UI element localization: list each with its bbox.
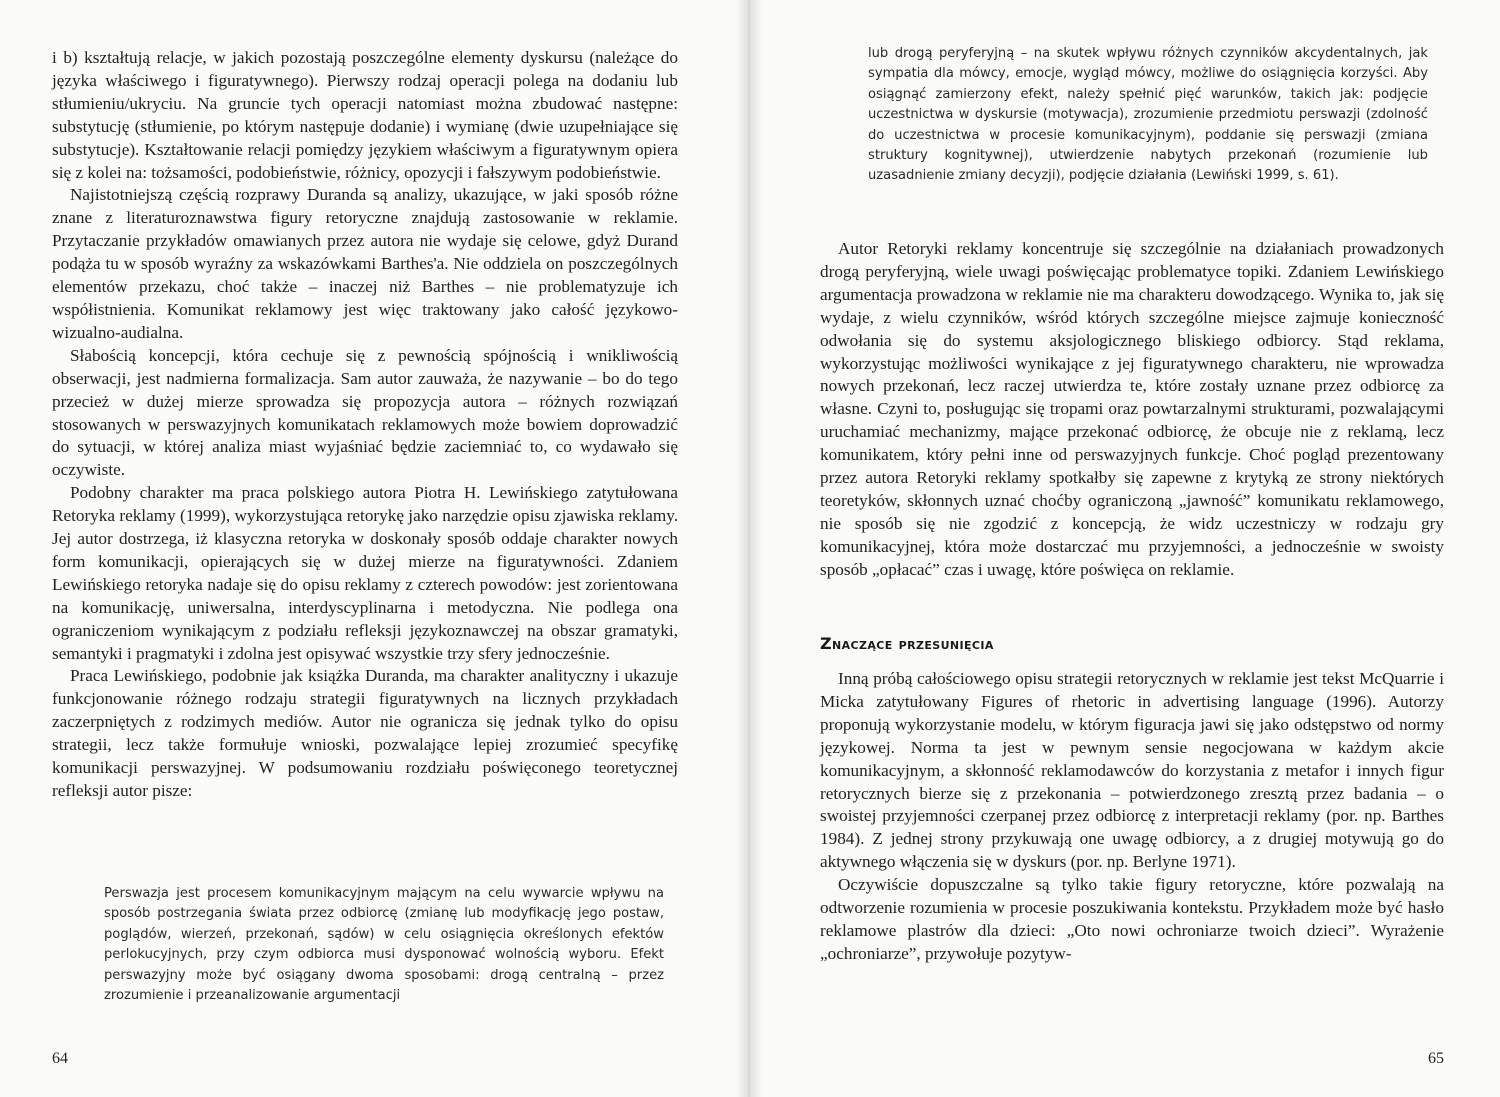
paragraph: i b) kształtują relacje, w jakich pozostają poszczególne elementy dyskursu (należące do języka właściwego i figuratywnego). Pierwszy rodzaj operacji polega na dodaniu lub stłumieniu/ukryciu. Na gruncie tych operacji natomiast można zbudować następne: substytucję (stłumienie, po którym następuje dodanie) i wymianę (dwie uzupełniające się substytucje). Kształtowanie relacji pomiędzy językiem właściwym a figuratywnym opiera się z kolei na: tożsamości, podobieństwie, różnicy, opozycji i fałszywym podobieństwie. (52, 48, 678, 182)
block-quote: Perswazja jest procesem komunikacyjnym mającym na celu wywarcie wpływu na sposób postrzegania świata przez odbiorcę (zmianę lub modyfikację jego postaw, poglądów, wierzeń, przekonań, sądów) w celu osiągnięcia określonych efektów perlokucyjnych, przy czym odbiorca musi dysponować wolnością wyboru. Efekt perswazyjny może być osiągany dwoma sposobami: drogą centralną – przez zrozumienie i przeanalizowanie argumentacji (104, 886, 664, 1004)
page-number: 65 (1428, 1050, 1444, 1067)
paragraph: Inną próbą całościowego opisu strategii retorycznych w reklamie jest tekst McQuarrie i Micka zatytułowany Figures of rhetoric in advertising language (1996). Autorzy proponują wykorzystanie modelu, w którym figuracja jawi się jako odstępstwo od normy językowej. Norma ta jest w pewnym sensie negocjowana w każdym akcie komunikacyjnym, a skłonność reklamodawców do korzystania z metafor i innych figur retorycznych bierze się z przekonania – potwierdzonego zresztą przez badania – o swoistej przyjemności czerpanej przez odbiorcę z interpretacji reklamy (por. np. Barthes 1984). Z jednej strony przykuwają one uwagę odbiorcy, a z drugiej motywują go do aktywnego włączenia się w dyskurs (por. np. Berlyne 1971). (820, 669, 1444, 872)
page-number: 64 (52, 1050, 68, 1067)
paragraph: Autor Retoryki reklamy koncentruje się szczególnie na działaniach prowadzonych drogą peryferyjną, wiele uwagi poświęcając problematyce topiki. Zdaniem Lewińskiego argumentacja prowadzona w reklamie nie ma charakteru dowodzącego. Wynika to, jak się wydaje, z wielu czynników, wśród których szczególne miejsce zajmuje konieczność odwołania się do systemu aksjologicznego bliskiego odbiorcy. Stąd reklama, wykorzystując możliwości wynikające z jej figuratywnego charakteru, nie wprowadza nowych przekonań, lecz raczej utwierdza te, które zostały uznane przez odbiorcę za własne. Czyni to, posługując się tropami oraz powtarzalnymi strukturami, pozwalającymi uruchamiać mechanizmy, mające przekonać odbiorcę, że obcuje nie z reklamą, lecz komunikatem, który pełni inne od perswazyjnych funkcje. Choć pogląd prezentowany przez autora Retoryki reklamy spotkałby się zapewne z krytyką ze strony niektórych teoretyków, skłonnych uznać choćby ograniczoną „jawność” komunikatu reklamowego, nie sposób się nie zgodzić z koncepcją, że widz uczestniczy w rodzaju gry komunikacyjnej, która może dostarczać mu przyjemności, a jednocześnie w swoisty sposób „opłacać” czas i uwagę, które poświęca on reklamie. (820, 239, 1444, 579)
right-page (748, 0, 1500, 1097)
section-heading: Znaczące przesunięcia (820, 634, 994, 653)
paragraph: Słabością koncepcji, która cechuje się z pewnością spójnością i wnikliwością obserwacji, jest nadmierna formalizacja. Sam autor zauważa, że nazywanie – bo do tego przecież w dużej mierze sprowadza się propozycja autora – różnych rozwiązań stosowanych w perswazyjnych komunikatach reklamowych może bowiem doprowadzić do sytuacji, w której analiza miast wyjaśniać będzie zaciemniać to, co wydawało się oczywiste. (52, 345, 678, 480)
block-quote-continued: lub drogą peryferyjną – na skutek wpływu różnych czynników akcydentalnych, jak sympatia dla mówcy, emocje, wygląd mówcy, możliwe do osiągnięcia korzyści. Aby osiągnąć zamierzony efekt, należy spełnić pięć warunków, takich jak: podjęcie uczestnictwa w dyskursie (motywacja), zrozumienie przedmiotu perswazji (zdolność do uczestnictwa w procesie komunikacyjnym), poddanie się perswazji (zmiana struktury kognitywnej), utwierdzenie nabytych przekonań (rozumienie lub uzasadnienie zmiany decyzji), podjęcie działania (Lewiński 1999, s. 61). (868, 46, 1428, 184)
paragraph: Oczywiście dopuszczalne są tylko takie figury retoryczne, które pozwalają na odtworzenie rozumienia w procesie poszukiwania kontekstu. Przykładem może być hasło reklamowe plastrów dla dzieci: „Oto nowi ochroniarze twoich dzieci”. Wyrażenie „ochroniarze”, przywołuje pozytyw- (820, 875, 1444, 963)
paragraph: Praca Lewińskiego, podobnie jak książka Duranda, ma charakter analityczny i ukazuje funkcjonowanie różnego rodzaju strategii figuratywnych na licznych przykładach zaczerpniętych z rodzimych mediów. Autor nie ogranicza się jednak tylko do opisu strategii, lecz także formułuje wnioski, pozwalające lepiej zrozumieć specyfikę komunikacji perswazyjnej. W podsumowaniu rozdziału poświęconego teoretycznej refleksji autor pisze: (52, 666, 678, 800)
book-gutter (736, 0, 762, 1097)
left-page (0, 0, 748, 1097)
paragraph: Podobny charakter ma praca polskiego autora Piotra H. Lewińskiego zatytułowana Retoryka reklamy (1999), wykorzystująca retorykę jako narzędzie opisu zjawiska reklamy. Jej autor dostrzega, iż klasyczna retoryka w doskonały sposób oddaje charakter nowych form komunikacji, opierających się w dużej mierze na figuratywności. Zdaniem Lewińskiego retoryka nadaje się do opisu reklamy z czterech powodów: jest zorientowana na komunikację, uniwersalna, interdyscyplinarna i metodyczna. Nie podlega ona ograniczeniom wynikającym z podziału refleksji językoznawczej na obszar gramatyki, semantyki i pragmatyki i zdolna jest opisywać wszystkie trzy sfery jednocześnie. (52, 483, 678, 663)
right-body-text (820, 238, 1444, 582)
paragraph: Najistotniejszą częścią rozprawy Duranda są analizy, ukazujące, w jaki sposób różne znane z literaturoznawstwa figury retoryczne znajdują zastosowanie w reklamie. Przytaczanie przykładów omawianych przez autora nie wydaje się celowe, gdyż Durand podąża tu w sposób wyraźny za wskazówkami Barthes'a. Nie oddziela on poszczególnych elementów przekazu, choć także – inaczej niż Barthes – nie problematyzuje ich współistnienia. Komunikat reklamowy jest więc traktowany jako całość językowo-wizualno-audialna. (52, 185, 678, 342)
section-body-text (820, 668, 1444, 966)
left-body-text (52, 47, 678, 803)
